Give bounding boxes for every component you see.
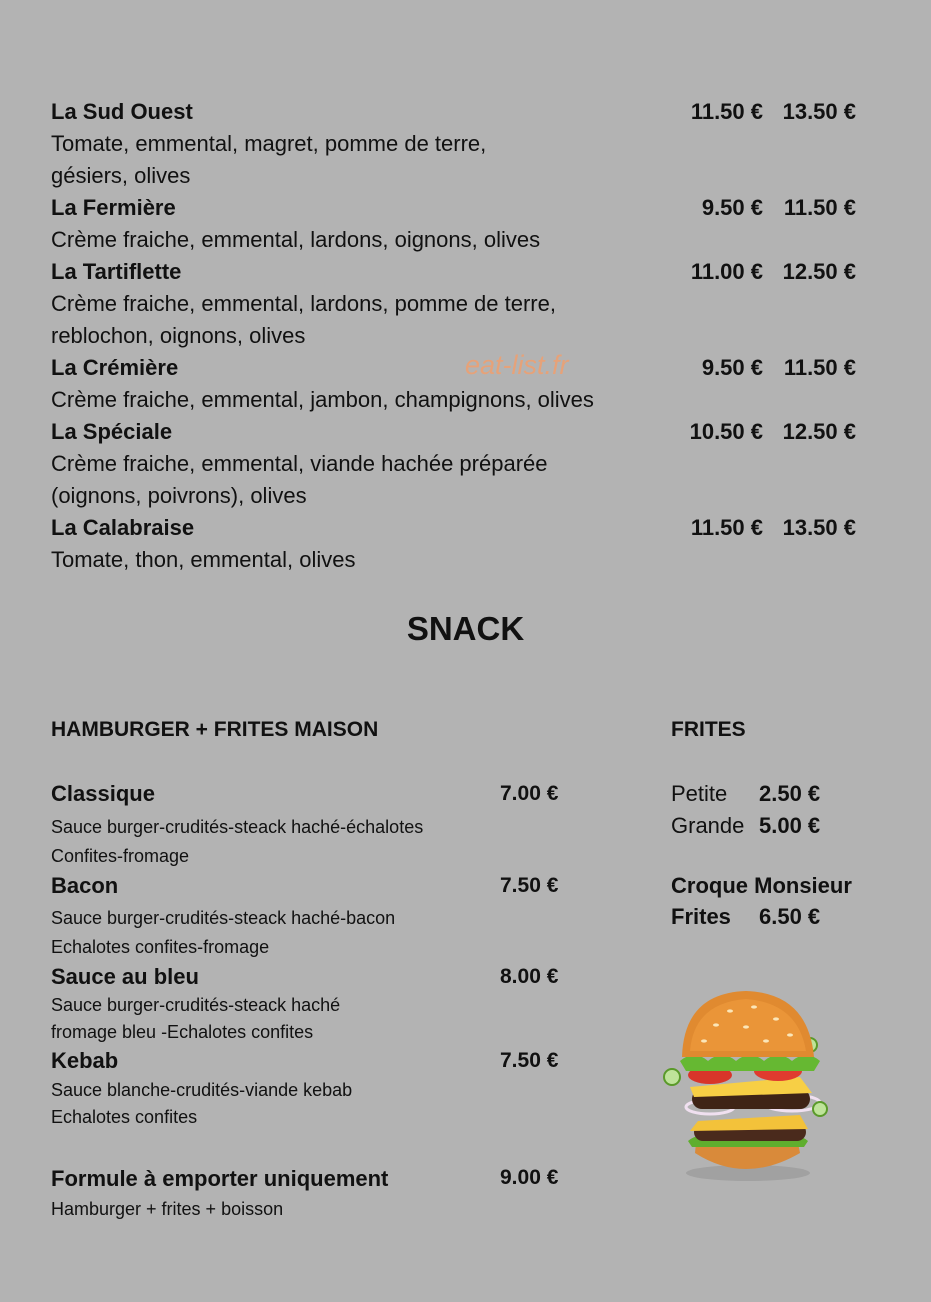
formule-price: 9.00 € [500, 1166, 559, 1189]
pizza-price-large: 12.50 € [782, 419, 856, 444]
pizza-price-small: 9.50 € [701, 355, 763, 380]
pizza-description: Crème fraiche, emmental, viande hachée préparée [51, 451, 548, 476]
burger-description: Echalotes confites-fromage [51, 937, 270, 957]
pizza-price-small: 11.50 € [690, 99, 763, 124]
pizza-description: gésiers, olives [51, 163, 191, 188]
pizza-name: La Sud Ouest [51, 99, 193, 124]
burger-description: Sauce blanche-crudités-viande kebab [51, 1080, 353, 1100]
burger-illustration-icon [650, 985, 840, 1185]
pizza-price-large: 11.50 € [783, 355, 856, 380]
frites-petite-price: 2.50 € [759, 781, 821, 806]
croque-price: 6.50 € [759, 904, 821, 929]
pizza-price-large: 13.50 € [782, 99, 856, 124]
burger-name: Bacon [51, 873, 119, 898]
pizza-price-large: 12.50 € [782, 259, 856, 284]
pizza-description: Tomate, emmental, magret, pomme de terre, [51, 131, 487, 156]
burger-description: Confites-fromage [51, 846, 190, 866]
pizza-description: Crème fraiche, emmental, lardons, pomme de terre, [51, 291, 556, 316]
pizza-name: La Spéciale [51, 419, 173, 444]
burger-price: 7.50 € [500, 1049, 559, 1072]
frites-header: FRITES [671, 718, 746, 741]
pizza-price-small: 11.00 € [690, 259, 763, 284]
hamburger-header: HAMBURGER + FRITES MAISON [51, 718, 379, 741]
pizza-description: Crème fraiche, emmental, jambon, champignons, olives [51, 387, 594, 412]
pizza-price-small: 9.50 € [701, 195, 763, 220]
croque-frites: Frites [671, 904, 731, 929]
pizza-description: reblochon, oignons, olives [51, 323, 306, 348]
formule-description: Hamburger + frites + boisson [51, 1199, 284, 1219]
croque-name: Croque Monsieur [671, 873, 852, 898]
pizza-price-small: 10.50 € [689, 419, 763, 444]
section-title: SNACK [406, 610, 525, 647]
burger-description: Sauce burger-crudités-steack haché [51, 995, 341, 1015]
burger-name: Classique [51, 781, 155, 806]
formule-name: Formule à emporter uniquement [51, 1166, 389, 1191]
pizza-name: La Calabraise [51, 515, 195, 540]
burger-price: 7.00 € [500, 782, 559, 805]
frites-grande-price: 5.00 € [759, 813, 821, 838]
burger-name: Sauce au bleu [51, 964, 199, 989]
burger-description: Sauce burger-crudités-steack haché-bacon [51, 908, 396, 928]
pizza-description: Tomate, thon, emmental, olives [51, 547, 356, 572]
burger-description: Sauce burger-crudités-steack haché-échalotes [51, 817, 424, 837]
pizza-name: La Crémière [51, 355, 179, 380]
pizza-price-large: 11.50 € [783, 195, 856, 220]
pizza-name: La Tartiflette [51, 259, 182, 284]
frites-petite-label: Petite [671, 781, 728, 806]
pizza-price-small: 11.50 € [690, 515, 763, 540]
burger-description: Echalotes confites [51, 1107, 198, 1127]
burger-price: 7.50 € [500, 874, 559, 897]
watermark: eat-list.fr [465, 350, 569, 380]
pizza-description: (oignons, poivrons), olives [51, 483, 307, 508]
burger-price: 8.00 € [500, 965, 559, 988]
pizza-description: Crème fraiche, emmental, lardons, oignons, olives [51, 227, 541, 252]
frites-grande-label: Grande [671, 813, 745, 838]
pizza-name: La Fermière [51, 195, 176, 220]
pizza-price-large: 13.50 € [782, 515, 856, 540]
burger-description: fromage bleu -Echalotes confites [51, 1022, 314, 1042]
burger-name: Kebab [51, 1048, 119, 1073]
